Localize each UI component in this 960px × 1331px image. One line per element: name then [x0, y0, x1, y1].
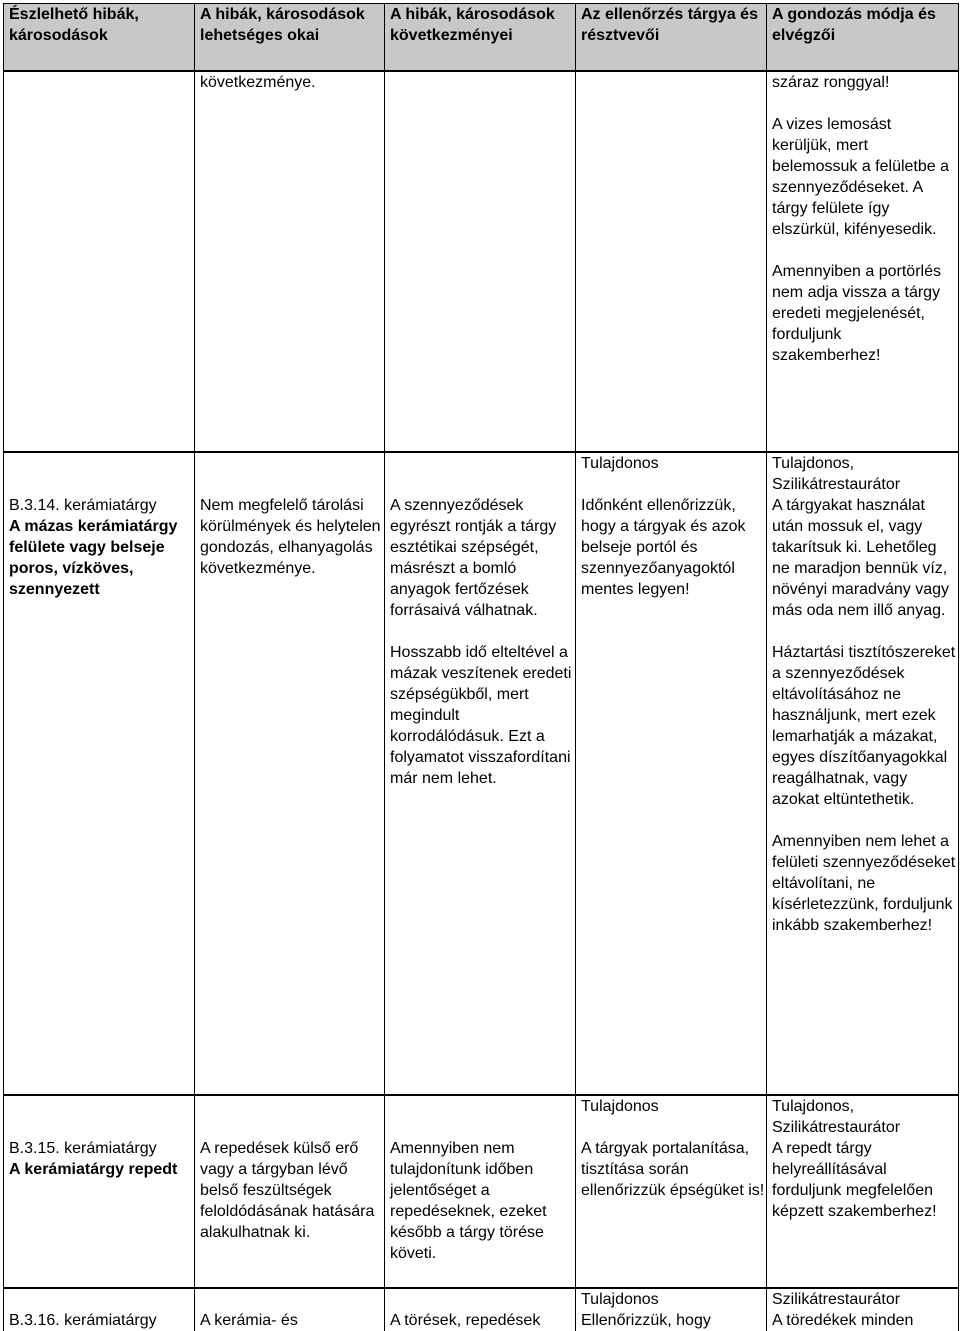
cell-defects: B.3.16. kerámiatárgy — [4, 1310, 195, 1331]
cell-care: A töredékek minden — [767, 1310, 959, 1331]
header-consequences: A hibák, károsodások következményei — [385, 4, 576, 72]
header-row — [4, 4, 959, 72]
cell-causes — [195, 71, 385, 452]
header-care: A gondozás módja és elvégzői — [767, 4, 959, 72]
inspection-who: Tulajdonos — [576, 1288, 767, 1310]
table-row-b316 — [4, 1310, 959, 1331]
cell-causes: Nem megfelelő tárolási körülmények és helytelen gondozás, elhanyagolás következménye. — [195, 495, 385, 1095]
cell-care: A repedt tárgy helyreállításával forduljunk megfelelően képzett szakemberhez! — [767, 1138, 959, 1288]
cell-defects — [4, 1138, 195, 1288]
inspection-who: Tulajdonos — [576, 1095, 767, 1138]
cell-causes: A kerámia- és — [195, 1310, 385, 1331]
header-inspection: Az ellenőrzés tárgya és résztvevői — [576, 4, 767, 72]
cell-defects — [4, 495, 195, 1095]
cell-consequences — [385, 495, 576, 1095]
cell-consequences: Amennyiben nem tulajdonítunk időben jelentőséget a repedéseknek, ezeket később a tárgy törése követi. — [385, 1138, 576, 1288]
cell-care — [767, 495, 959, 1095]
header-defects: Észlelhető hibák, károsodások — [4, 4, 195, 72]
header-causes: A hibák, károsodások lehetséges okai — [195, 4, 385, 72]
table-row-b314 — [4, 495, 959, 1095]
care-text: A vizes lemosást kerüljük, mert belemossuk a felületbe a szennyeződéseket. A tárgy felülete így elszürkül, kifényesedik. — [772, 116, 949, 238]
cell-inspection: A tárgyak portalanítása, tisztítása során ellenőrizzük épségüket is! — [576, 1138, 767, 1288]
table-row-continuation — [4, 71, 959, 452]
care-who: Tulajdonos, Szilikátrestaurátor — [767, 1095, 959, 1138]
table-row-b315-owner — [4, 1095, 959, 1138]
care-text: Amennyiben nem lehet a felületi szennyeződéseket eltávolítani, ne kísérletezzünk, forduljunk inkább szakemberhez! — [772, 833, 956, 934]
cell-defects — [4, 71, 195, 452]
defect-title: A kerámiatárgy repedt — [9, 1161, 178, 1178]
cell-consequences — [385, 71, 576, 452]
defect-code: B.3.15. kerámiatárgy — [9, 1140, 157, 1157]
consequence-text: Hosszabb idő elteltével a mázak veszítenek eredeti szépségükből, mert megindult korrodálódásuk. Ezt a folyamatot visszafordítani már nem lehet. — [390, 644, 572, 787]
causes-text: következménye. — [200, 74, 316, 91]
defect-title: A mázas kerámiatárgy felülete vagy belseje poros, vízköves, szennyezett — [9, 518, 178, 598]
care-table — [3, 3, 959, 1331]
cell-consequences: A törések, repedések — [385, 1310, 576, 1331]
table-row-b316-owner — [4, 1288, 959, 1310]
care-text: száraz ronggyal! — [772, 74, 890, 91]
consequence-text: A szennyeződések egyrészt rontják a tárgy esztétikai szépségét, másrészt a bomló anyagok fertőzések forrásaivá válhatnak. — [390, 497, 557, 619]
care-who: Tulajdonos, Szilikátrestaurátor — [767, 452, 959, 495]
cell-care — [767, 71, 959, 452]
cell-causes: A repedések külső erő vagy a tárgyban lévő belső feszültségek feloldódásának hatására alakulhatnak ki. — [195, 1138, 385, 1288]
cell-inspection — [576, 71, 767, 452]
cell-inspection: Ellenőrizzük, hogy — [576, 1310, 767, 1331]
table-row-b314-owner — [4, 452, 959, 495]
care-text: A tárgyakat használat után mossuk el, vagy takarítsuk ki. Lehetőleg ne maradjon bennük víz, növényi maradvány vagy más oda nem illő anyag. — [772, 497, 949, 619]
table-row-b315 — [4, 1138, 959, 1288]
care-text: Háztartási tisztítószereket a szennyeződések eltávolításához ne használjunk, mert ezek lemarhatják a mázakat, egyes díszítőanyagokkal reagálhatnak, vagy azokat eltüntethetik. — [772, 644, 956, 808]
inspection-who: Tulajdonos — [576, 452, 767, 495]
care-text: Amennyiben a portörlés nem adja vissza a tárgy eredeti megjelenését, forduljunk szakemberhez! — [772, 263, 941, 364]
care-who: Szilikátrestaurátor — [767, 1288, 959, 1310]
cell-inspection: Időnként ellenőrizzük, hogy a tárgyak és azok belseje portól és szennyezőanyagoktól mentes legyen! — [576, 495, 767, 1095]
defect-code: B.3.14. kerámiatárgy — [9, 497, 157, 514]
